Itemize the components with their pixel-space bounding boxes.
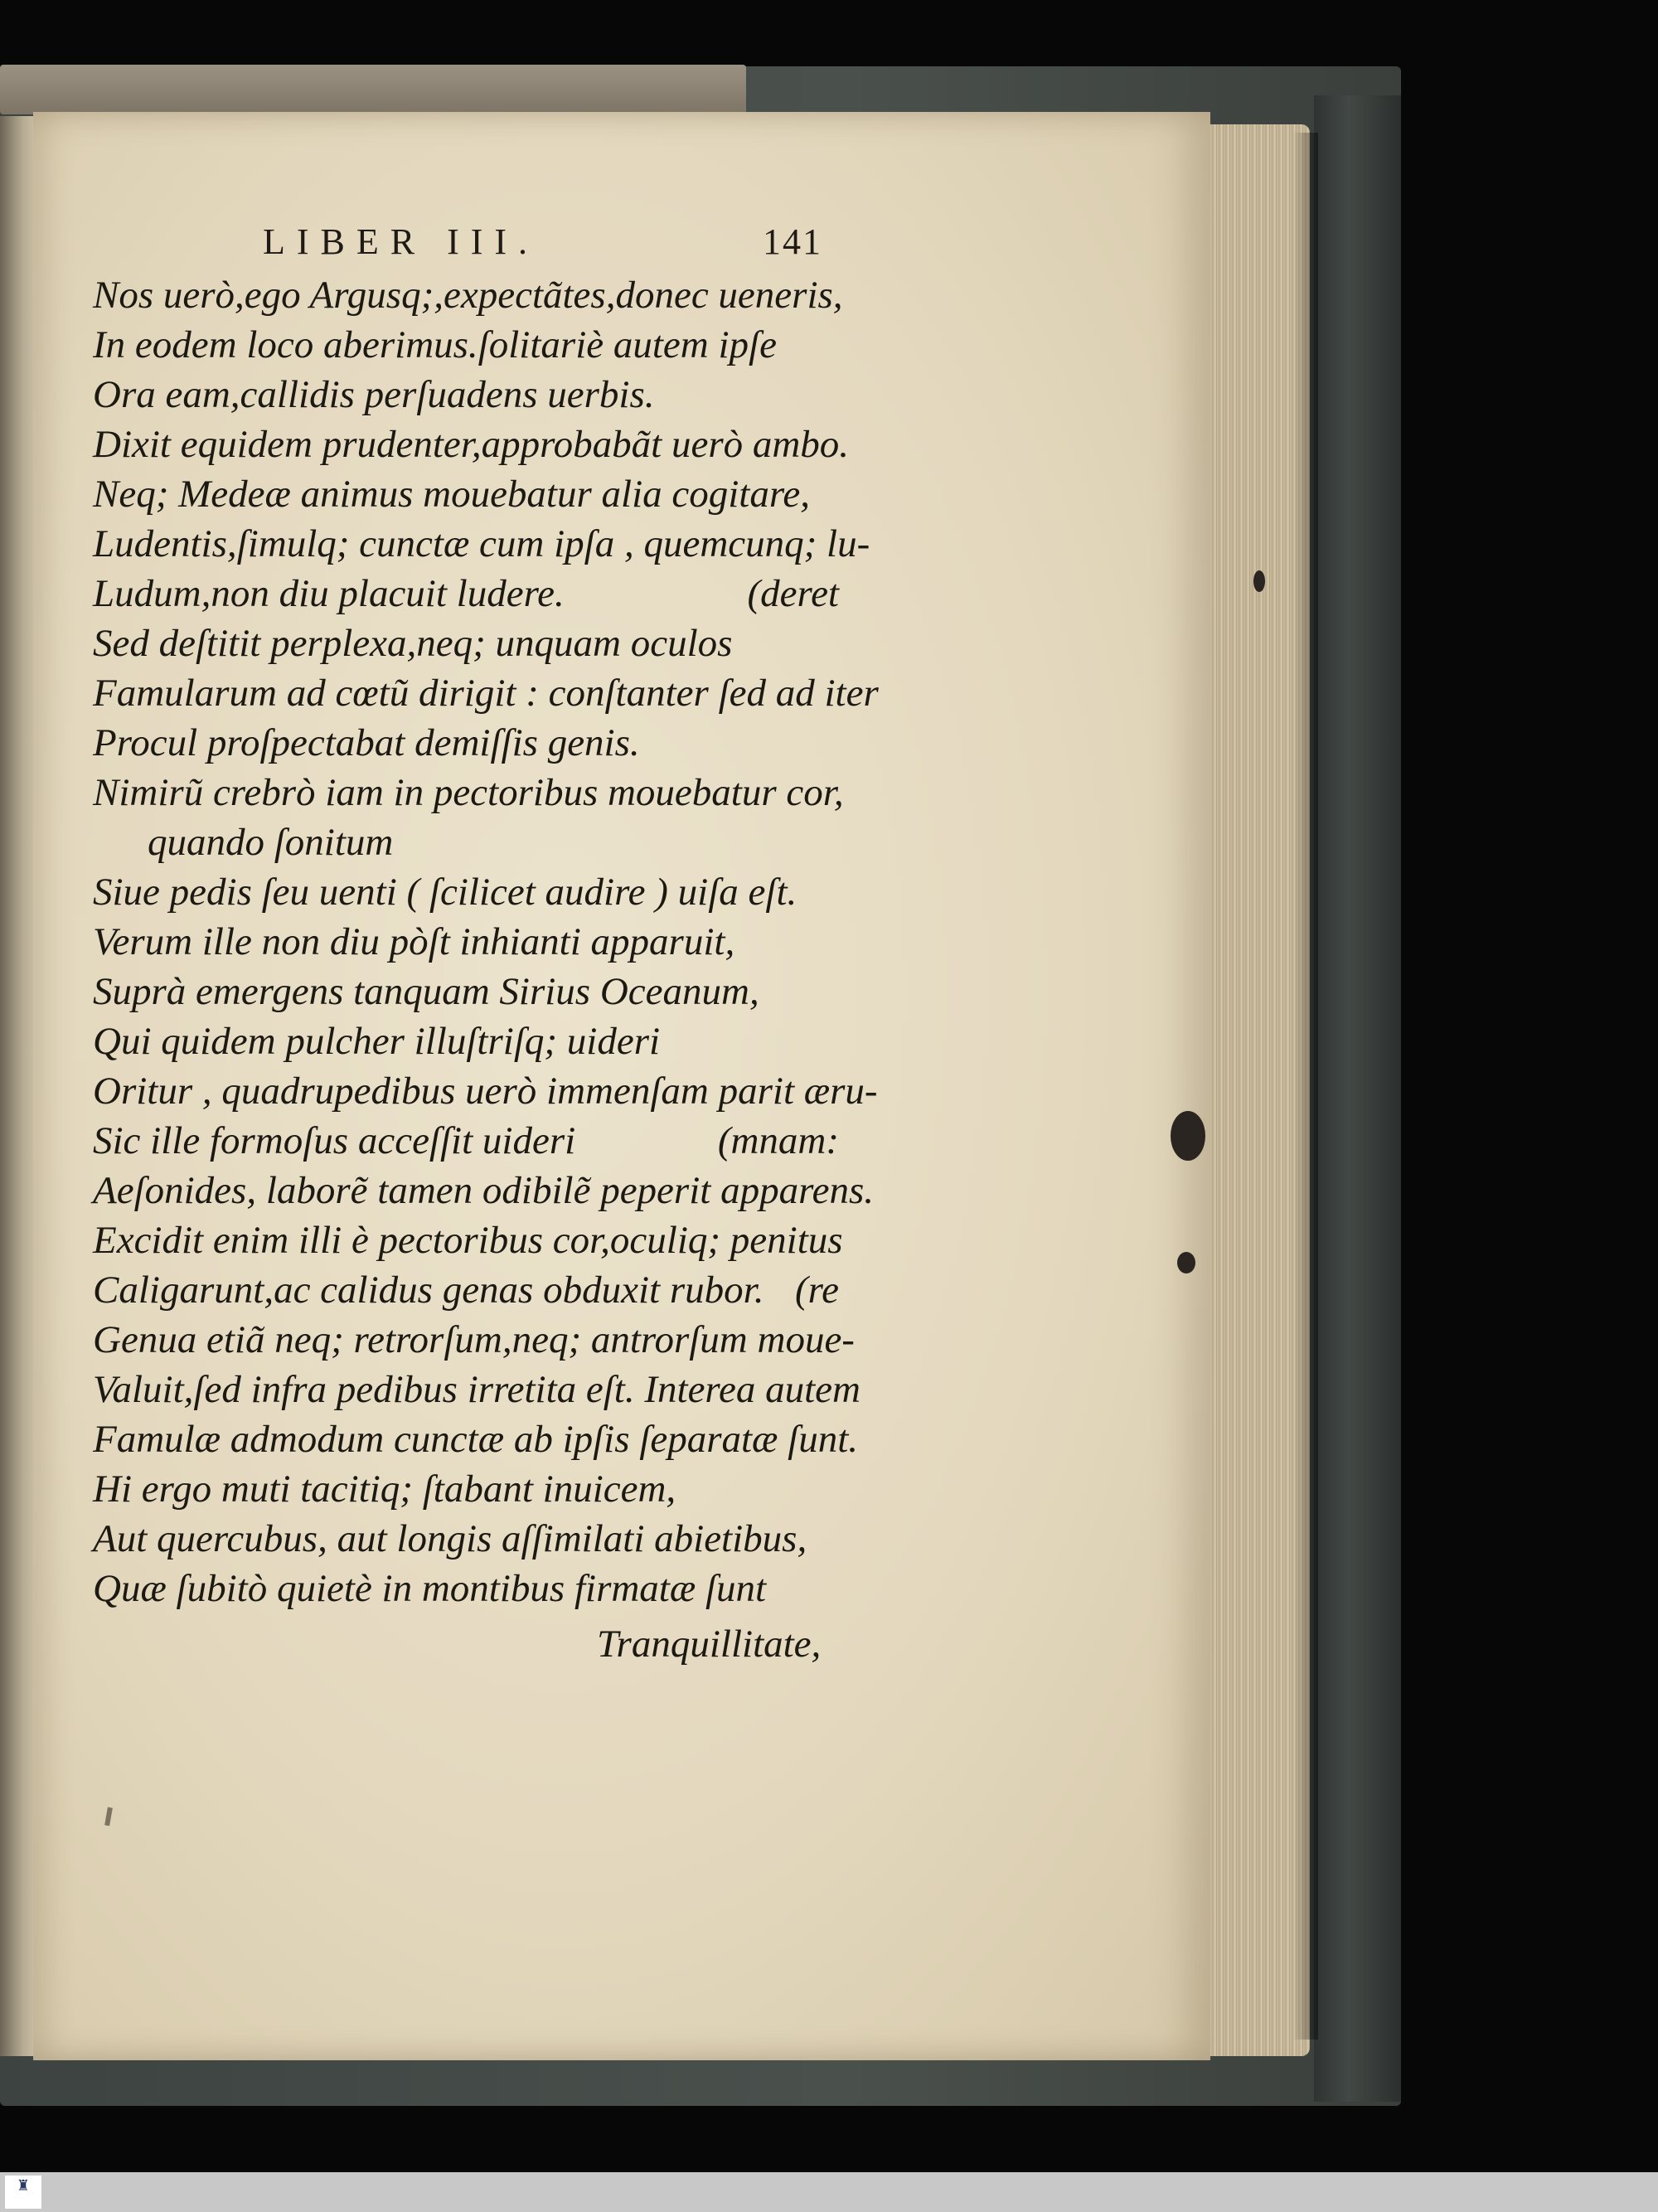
text-line-content: Excidit enim illi è pectoribus cor,oculiq; penitus bbox=[93, 1219, 843, 1262]
text-line-content: Ludum,non diu placuit ludere. bbox=[93, 572, 565, 615]
text-line bbox=[93, 1514, 839, 1564]
text-line bbox=[93, 1414, 859, 1464]
text-line-content: Qui quidem pulcher illuſtriſq; uideri bbox=[93, 1020, 661, 1063]
text-line-content: quando ſonitum bbox=[148, 821, 394, 864]
page-fore-edge-shadow bbox=[1293, 133, 1318, 2040]
text-line-content: Dixit equidem prudenter,approbabãt uerò ambo. bbox=[93, 423, 850, 466]
library-logo-icon[interactable]: ♜ bbox=[5, 2176, 41, 2209]
text-line bbox=[93, 519, 870, 569]
text-line bbox=[93, 469, 839, 519]
text-line-content: Famulæ admodum cunctæ ab ipſis ſeparatæ ſunt. bbox=[93, 1418, 859, 1461]
text-line-content: Nos uerò,ego Argusq;,expectãtes,donec ueneris, bbox=[93, 274, 843, 317]
text-line-content: Quæ ſubitò quietè in montibus firmatæ ſunt bbox=[93, 1567, 767, 1610]
viewer-footer-bar bbox=[0, 2172, 1658, 2212]
text-line bbox=[93, 967, 839, 1016]
verse-text-block bbox=[93, 270, 879, 1613]
text-line-content: Caligarunt,ac calidus genas obduxit rubor. bbox=[93, 1269, 764, 1312]
text-line-content: Aeſonides, laborẽ tamen odibilẽ peperit apparens. bbox=[93, 1169, 875, 1212]
text-line bbox=[93, 1166, 875, 1215]
text-line-content: Procul proſpectabat demiſſis genis. bbox=[93, 721, 640, 764]
text-line bbox=[93, 768, 844, 817]
book-spine-top bbox=[0, 65, 746, 114]
text-line-content: Aut quercubus, aut longis aſſimilati abietibus, bbox=[93, 1517, 807, 1560]
text-line bbox=[93, 867, 839, 917]
text-line-content: Genua etiã neq; retrorſum,neq; antrorſum moue- bbox=[93, 1318, 855, 1361]
text-line-content: Ludentis,ſimulq; cunctæ cum ipſa , quemcunq; lu- bbox=[93, 522, 870, 565]
text-line bbox=[93, 1116, 839, 1166]
text-line-content: Neq; Medeæ animus mouebatur alia cogitare, bbox=[93, 473, 811, 516]
text-line-content: Verum ille non diu pòſt inhianti apparuit, bbox=[93, 920, 735, 963]
text-line bbox=[93, 420, 850, 469]
text-line bbox=[93, 1315, 855, 1365]
text-line bbox=[93, 569, 839, 618]
book-cover-right-edge bbox=[1314, 95, 1401, 2102]
text-line-content: Suprà emergens tanquam Sirius Oceanum, bbox=[93, 970, 759, 1013]
text-line bbox=[93, 718, 839, 768]
folio-number: 141 bbox=[763, 221, 822, 262]
text-line bbox=[93, 1066, 878, 1116]
text-line-content: In eodem loco aberimus.ſolitariè autem ipſe bbox=[93, 323, 777, 366]
text-line bbox=[93, 370, 839, 420]
text-line-content: Sic ille formoſus acceſſit uideri bbox=[93, 1119, 576, 1162]
text-line bbox=[93, 270, 843, 320]
running-header bbox=[93, 221, 839, 270]
turnover-text: (mnam: bbox=[717, 1119, 839, 1162]
text-line bbox=[93, 1215, 843, 1265]
page-blemish bbox=[1177, 1252, 1195, 1273]
text-line bbox=[93, 1464, 839, 1514]
text-line bbox=[93, 1365, 861, 1414]
page-blemish bbox=[1253, 570, 1265, 592]
text-line bbox=[93, 1265, 839, 1315]
text-line bbox=[93, 618, 839, 668]
turnover-text: (re bbox=[794, 1269, 839, 1312]
text-line bbox=[93, 1564, 839, 1613]
text-line bbox=[93, 1016, 839, 1066]
running-title: LIBER III. bbox=[263, 221, 540, 262]
turnover-text: (deret bbox=[747, 572, 839, 615]
text-line-content: Ora eam,callidis perſuadens uerbis. bbox=[93, 373, 655, 416]
text-line-content: Nimirũ crebrò iam in pectoribus mouebatur cor, bbox=[93, 771, 844, 814]
text-line-content: Famularum ad cœtũ dirigit : conſtanter ſed ad iter bbox=[93, 672, 879, 715]
catchword: Tranquillitate, bbox=[597, 1623, 822, 1666]
text-line-content: Valuit,ſed infra pedibus irretita eſt. Interea autem bbox=[93, 1368, 861, 1411]
page-blemish bbox=[1171, 1111, 1205, 1161]
text-line-content: Sed deſtitit perplexa,neq; unquam oculos bbox=[93, 622, 733, 665]
text-line-content: Siue pedis ſeu uenti ( ſcilicet audire ) uiſa eſt. bbox=[93, 871, 797, 914]
text-line-content: Hi ergo muti tacitiq; ſtabant inuicem, bbox=[93, 1467, 676, 1511]
text-line-content: Oritur , quadrupedibus uerò immenſam parit æru- bbox=[93, 1070, 878, 1113]
text-line bbox=[93, 917, 839, 967]
text-line bbox=[93, 668, 879, 718]
text-line bbox=[93, 320, 839, 370]
text-line bbox=[93, 817, 839, 867]
